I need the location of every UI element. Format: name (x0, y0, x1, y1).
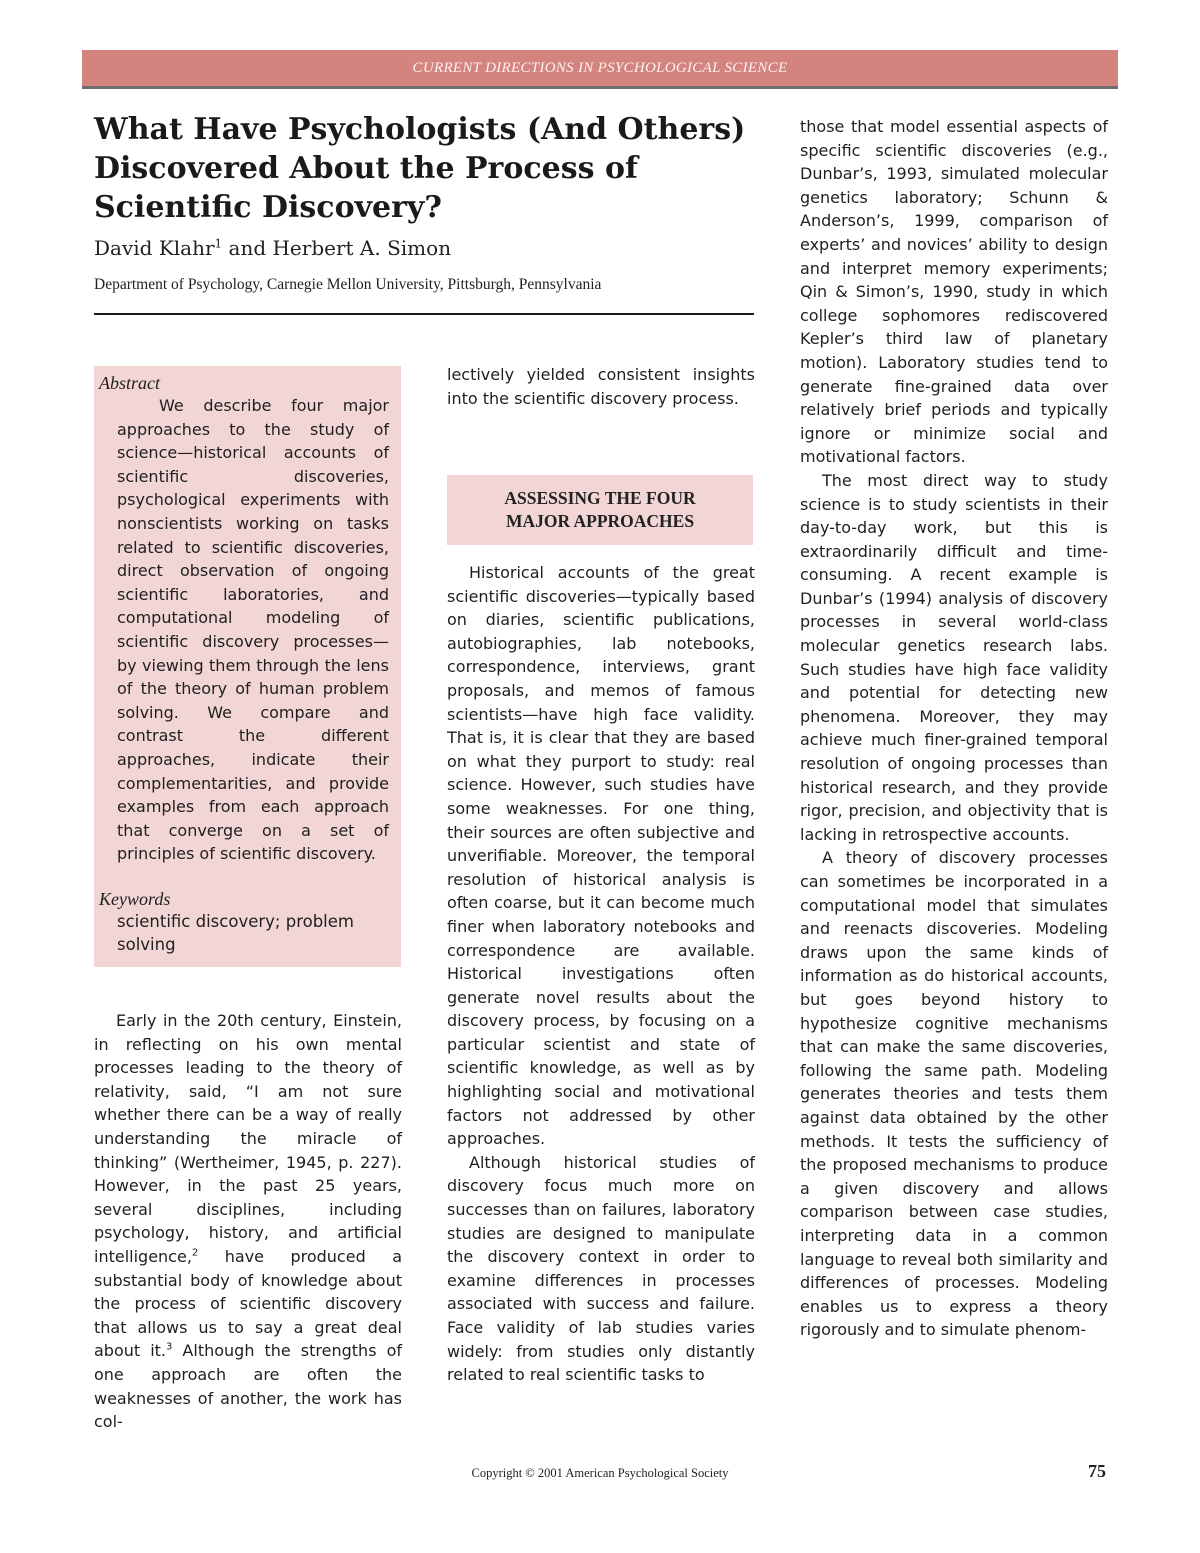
journal-banner: CURRENT DIRECTIONS IN PSYCHOLOGICAL SCIENCE (82, 50, 1118, 89)
title-rule (94, 313, 754, 315)
author-name-second: and Herbert A. Simon (222, 236, 452, 260)
keywords-text: scientific discovery; problem solving (117, 911, 354, 955)
body-paragraph: Although historical studies of discovery focus much more on successes than on failures, laboratory studies are designed to manipulate the discovery context in order to examine differences in processes associated with success and failure. Face validity of lab studies varies widely: from studies only distantly related to real scientific tasks to (447, 1152, 755, 1385)
page-number: 75 (1088, 1461, 1106, 1481)
author-footnote-marker: 1 (214, 236, 223, 251)
footnote-marker-3: 3 (166, 1341, 173, 1353)
affiliation: Department of Psychology, Carnegie Mellon University, Pittsburgh, Pennsylvania (94, 276, 602, 293)
author-name: David Klahr (94, 236, 215, 260)
section-heading-box (447, 475, 753, 545)
intro-text-part: Although the strengths of one approach are often the weaknesses of another, the work has col- (94, 1341, 402, 1432)
column-left-body (94, 1009, 402, 1434)
abstract-text: We describe four major approaches to the study of science—historical accounts of scientific discoveries, psychological experiments with nonscientists working on tasks related to scientific discoveries, direct observation of ongoing scientific laboratories, and computational modeling of scientific discovery processes—by viewing them through the lens of the theory of human problem solving. We compare and contrast the different approaches, indicate their complementarities, and provide examples from each approach that converge on a set of principles of scientific discovery. (117, 396, 389, 864)
body-paragraph: A theory of discovery processes can sometimes be incorporated in a computational model that simulates and reenacts discoveries. Modeling draws upon the same kinds of information as do historical accounts, but goes beyond history to hypothesize cognitive mechanisms that can make the same discoveries, following the same path. Modeling generates theories and tests them against data obtained by the other methods. It tests the sufficiency of the proposed mechanisms to produce a given discovery and allows comparison between case studies, interpreting data in a common language to reveal both similarity and differences of processes. Modeling enables us to express a theory rigorously and to simulate phenom- (800, 848, 1108, 1340)
abstract-box (94, 366, 401, 967)
author-line (94, 236, 754, 260)
keywords-heading: Keywords (99, 888, 171, 909)
intro-text-part: have produced a substantial body of knowledge about the process of scientific discovery that allows us to say a great deal about it. (94, 1246, 402, 1361)
body-paragraph: The most direct way to study science is to study scientists in their day-to-day work, but this is extraordinarily difficult and time-consuming. A recent example is Dunbar’s (1994) analysis of discovery processes in several world-class molecular genetics research labs. Such studies have high face validity and potential for detecting new phenomena. Moreover, they may achieve much finer-grained temporal resolution of ongoing processes than historical research, and they provide rigor, precision, and objectivity that is lacking in retrospective accounts. (800, 470, 1108, 844)
column-middle-body (447, 561, 755, 1387)
body-paragraph: Historical accounts of the great scientific discoveries—typically based on diaries, scientific publications, autobiographies, lab notebooks, correspondence, interviews, grant proposals, and memos of famous scientists—have high face validity. That is, it is clear that they are based on what they purport to study: real science. However, such studies have some weaknesses. For one thing, their sources are often subjective and unverifiable. Moreover, the temporal resolution of historical analysis is often coarse, but it can become much finer when laboratory notebooks and correspondence are available. Historical investigations often generate novel results about the discovery process, by focusing on a particular scientist and state of scientific knowledge, as well as by highlighting social and motivational factors not addressed by other approaches. (447, 563, 755, 1149)
footnote-marker-2: 2 (191, 1247, 199, 1259)
column-middle-top (447, 363, 755, 410)
abstract-heading: Abstract (99, 373, 160, 393)
intro-paragraph (94, 1009, 402, 1434)
section-heading: ASSESSING THE FOUR MAJOR APPROACHES (504, 488, 696, 531)
copyright-notice: Copyright © 2001 American Psychological Society (471, 1466, 729, 1480)
article-title: What Have Psychologists (And Others) Discovered About the Process of Scientific Discovery? (94, 112, 746, 225)
intro-paragraph-continued: lectively yielded consistent insights into the scientific discovery process. (447, 365, 755, 408)
intro-text-part: Early in the 20th century, Einstein, in reflecting on his own mental processes leading to the theory of relativity, said, “I am not sure whether there can be a way of really understanding the miracle of thinking” (Wertheimer, 1945, p. 227). However, in the past 25 years, several disciplines, including psychology, history, and artificial intelligence, (94, 1011, 402, 1266)
body-paragraph-continued: those that model essential aspects of specific scientific discoveries (e.g., Dunbar’s, 1993, simulated molecular genetics laboratory; Schunn & Anderson’s, 1999, comparison of experts’ and novices’ ability to design and interpret memory experiments; Qin & Simon’s, 1990, study in which college sophomores rediscovered Kepler’s third law of planetary motion). Laboratory studies tend to generate fine-grained data over relatively brief periods and typically ignore or minimize social and motivational factors. (800, 117, 1108, 467)
column-right-body (800, 115, 1108, 1342)
